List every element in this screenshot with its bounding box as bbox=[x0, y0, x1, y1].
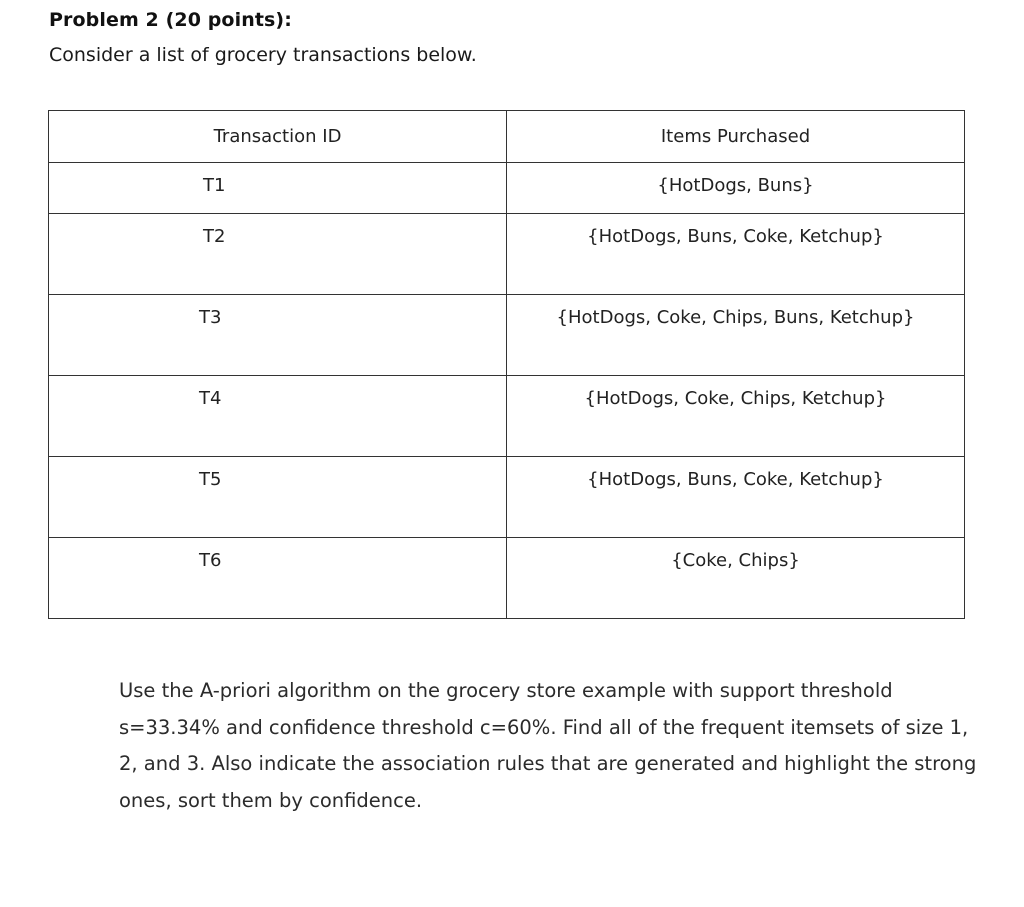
transaction-id: T1 bbox=[203, 175, 226, 196]
items-cell: {Coke, Chips} bbox=[507, 538, 965, 619]
column-header-transaction-id: Transaction ID bbox=[49, 111, 507, 163]
items-cell: {HotDogs, Coke, Chips, Buns, Ketchup} bbox=[507, 295, 965, 376]
items-cell: {HotDogs, Buns, Coke, Ketchup} bbox=[507, 214, 965, 295]
table-header-row bbox=[49, 111, 965, 163]
transaction-id: T6 bbox=[199, 550, 222, 571]
problem-title: Problem 2 (20 points): bbox=[49, 9, 292, 31]
transactions-table bbox=[48, 110, 965, 619]
transaction-id-cell bbox=[49, 538, 507, 619]
transaction-id-cell bbox=[49, 295, 507, 376]
table-row bbox=[49, 214, 965, 295]
transaction-id: T2 bbox=[203, 226, 226, 247]
table-row bbox=[49, 457, 965, 538]
transaction-id-cell bbox=[49, 457, 507, 538]
table-row bbox=[49, 163, 965, 214]
transaction-id-cell bbox=[49, 214, 507, 295]
transaction-id: T4 bbox=[199, 388, 222, 409]
table-row bbox=[49, 295, 965, 376]
transaction-id: T3 bbox=[199, 307, 222, 328]
items-cell: {HotDogs, Buns, Coke, Ketchup} bbox=[507, 457, 965, 538]
problem-intro: Consider a list of grocery transactions below. bbox=[49, 44, 477, 66]
table-row bbox=[49, 538, 965, 619]
question-paragraph: Use the A-priori algorithm on the grocery store example with support threshold s=33.34% and confidence threshold c=60%. Find all of the frequent itemsets of size 1, 2, and 3. Also indicate the association rules that are generated and highlight the strong ones, sort them by confidence. bbox=[119, 679, 977, 812]
items-cell: {HotDogs, Buns} bbox=[507, 163, 965, 214]
column-header-items-purchased: Items Purchased bbox=[507, 111, 965, 163]
table-row bbox=[49, 376, 965, 457]
items-cell: {HotDogs, Coke, Chips, Ketchup} bbox=[507, 376, 965, 457]
transaction-id: T5 bbox=[199, 469, 222, 490]
transaction-id-cell bbox=[49, 376, 507, 457]
transaction-id-cell bbox=[49, 163, 507, 214]
